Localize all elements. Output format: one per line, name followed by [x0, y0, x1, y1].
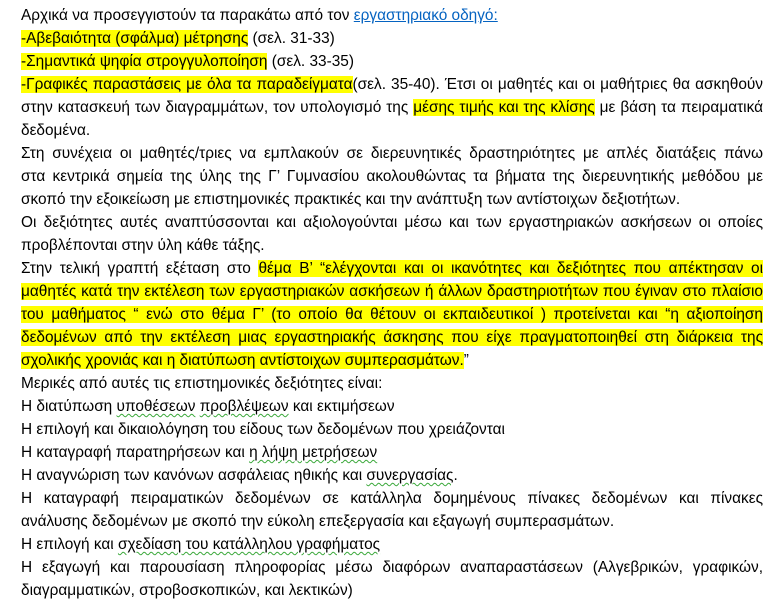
research-paragraph-line-2: στα κεντρικά σημεία της ύλης της Γ’ Γυμνασίου ακολουθώντας τα βήματα της διερευνητικής μεθόδου με: [21, 168, 763, 185]
exam-paragraph-line-3: [21, 303, 763, 326]
skill-data-tables-line-1: Η καταγραφή πειραματικών δεδομένων σε κατάλληλα δομημένους πίνακες δεδομένων και πίνακες: [21, 490, 763, 507]
list-item-uncertainty: [21, 27, 763, 50]
exam-theme-b-highlight: θέμα Β’ “ελέγχονται και οι ικανότητες και δεξιότητες που απέκτησαν οι: [258, 260, 763, 277]
skill-observations: [21, 441, 763, 464]
skill-safety-rules: [21, 464, 763, 487]
exam-line-3-highlight: του μαθήματος “ ενώ στο θέμα Γ’ (το οποίο θα θέτουν οι εκπαιδευτικοί ) προτείνεται και “η αξιοποίηση: [21, 306, 763, 323]
significant-digits-label: -Σημαντικά ψηφία στρογγυλοποίηση: [21, 53, 268, 70]
skill-data-tables-line-2: ανάλυσης δεδομένων με σκοπό την εύκολη επεξεργασία και εξαγωγή συμπερασμάτων.: [21, 513, 615, 530]
mean-slope-highlight: μέσης τιμής και της κλίσης: [413, 99, 595, 116]
uncertainty-label: -Αβεβαιότητα (σφάλμα) μέτρησης: [21, 30, 249, 47]
skill-safety-end: .: [453, 467, 458, 484]
graphs-line-2-start: στην κατασκευή των διαγραμμάτων, τον υπολογισμό της: [21, 99, 414, 116]
skill-measurements-words: η λήψη μετρήσεων: [249, 444, 378, 461]
exam-line-5-end: ”: [463, 352, 469, 369]
exam-paragraph-line-5: [21, 349, 763, 372]
exam-line-5-highlight: σχολικής χρονιάς και η διατύπωση αντίστοιχων συμπερασμάτων.: [21, 352, 464, 369]
skill-graph-words: σχεδίαση του κατάλληλου γραφήματος: [117, 536, 381, 553]
graphs-line-3: δεδομένα.: [21, 122, 91, 139]
graphs-line-2-end: με βάση τα πειραματικά: [594, 99, 763, 116]
uncertainty-pages: (σελ. 31-33): [248, 30, 335, 47]
graphs-line-2: [21, 96, 763, 119]
skill-observations-start: Η καταγραφή παρατηρήσεων και: [21, 444, 250, 461]
exam-line-1-start: Στην τελική γραπτή εξέταση στο: [21, 260, 259, 277]
significant-digits-pages: (σελ. 33-35): [267, 53, 354, 70]
skills-list-intro: Μερικές από αυτές τις επιστημονικές δεξιότητες είναι:: [21, 375, 383, 392]
exam-paragraph-line-1: [21, 257, 763, 280]
skill-representations-line-1: Η εξαγωγή και παρουσίαση πληροφορίας μέσω διαφόρων αναπαραστάσεων (Αλγεβρικών, γραφικών,: [21, 559, 763, 576]
skill-graph-start: Η επιλογή και: [21, 536, 118, 553]
skill-hypotheses-word: υποθέσεων: [116, 398, 196, 415]
research-paragraph-line-3: σκοπό την εξοικείωση με επιστημονικές πρακτικές και την ανάπτυξη των αντίστοιχων δεξιοτήτων.: [21, 191, 681, 208]
skills-paragraph-line-1: Οι δεξιότητες αυτές αναπτύσσονται και αξιολογούνται μέσω και των εργαστηριακών ασκήσεων οι οποίες: [21, 214, 763, 231]
exam-line-4-highlight: δεδομένων από την εκτέλεση μιας εργαστηριακής άσκησης που είχε πραγματοποιηθεί στη διάρκεια της: [21, 329, 763, 346]
skill-cooperation-word: συνεργασίας: [366, 467, 454, 484]
skill-hypotheses: [21, 395, 763, 418]
exam-paragraph-line-4: [21, 326, 763, 349]
skill-representations-line-2: διαγραμματικών, στροβοσκοπικών, και λεκτικών): [21, 582, 353, 599]
intro-line: [21, 4, 763, 27]
lab-guide-link[interactable]: εργαστηριακό οδηγό:: [353, 7, 498, 24]
list-item-graphs: [21, 73, 763, 96]
list-item-significant-digits: [21, 50, 763, 73]
graphs-label: -Γραφικές παραστάσεις με όλα τα παραδείγματα: [21, 76, 353, 93]
skill-predictions-word: προβλέψεων: [199, 398, 289, 415]
exam-paragraph-line-2: [21, 280, 763, 303]
exam-line-2-highlight: μαθητές κατά την εκτέλεση των εργαστηριακών ασκήσεων ή άλλων δραστηριοτήτων που έγιναν στο πλαίσιο: [21, 283, 763, 300]
skill-hypotheses-start: Η διατύπωση: [21, 398, 117, 415]
skill-hypotheses-end: και εκτιμήσεων: [288, 398, 395, 415]
research-paragraph-line-1: Στη συνέχεια οι μαθητές/τριες να εμπλακούν σε διερευνητικές δραστηριότητες με απλές διατάξεις πάνω: [21, 145, 763, 162]
intro-text: Αρχικά να προσεγγιστούν τα παρακάτω από τον: [21, 7, 354, 24]
skill-safety-start: Η αναγνώριση των κανόνων ασφάλειας ηθικής και: [21, 467, 367, 484]
graphs-pages: (σελ. 35-40). Έτσι οι μαθητές και οι μαθήτριες θα ασκηθούν: [352, 76, 763, 93]
skills-paragraph-line-2: προβλέπονται στην ύλη κάθε τάξης.: [21, 237, 265, 254]
skill-graph-design: [21, 533, 763, 556]
skill-data-selection: Η επιλογή και δικαιολόγηση του είδους των δεδομένων που χρειάζονται: [21, 421, 505, 438]
